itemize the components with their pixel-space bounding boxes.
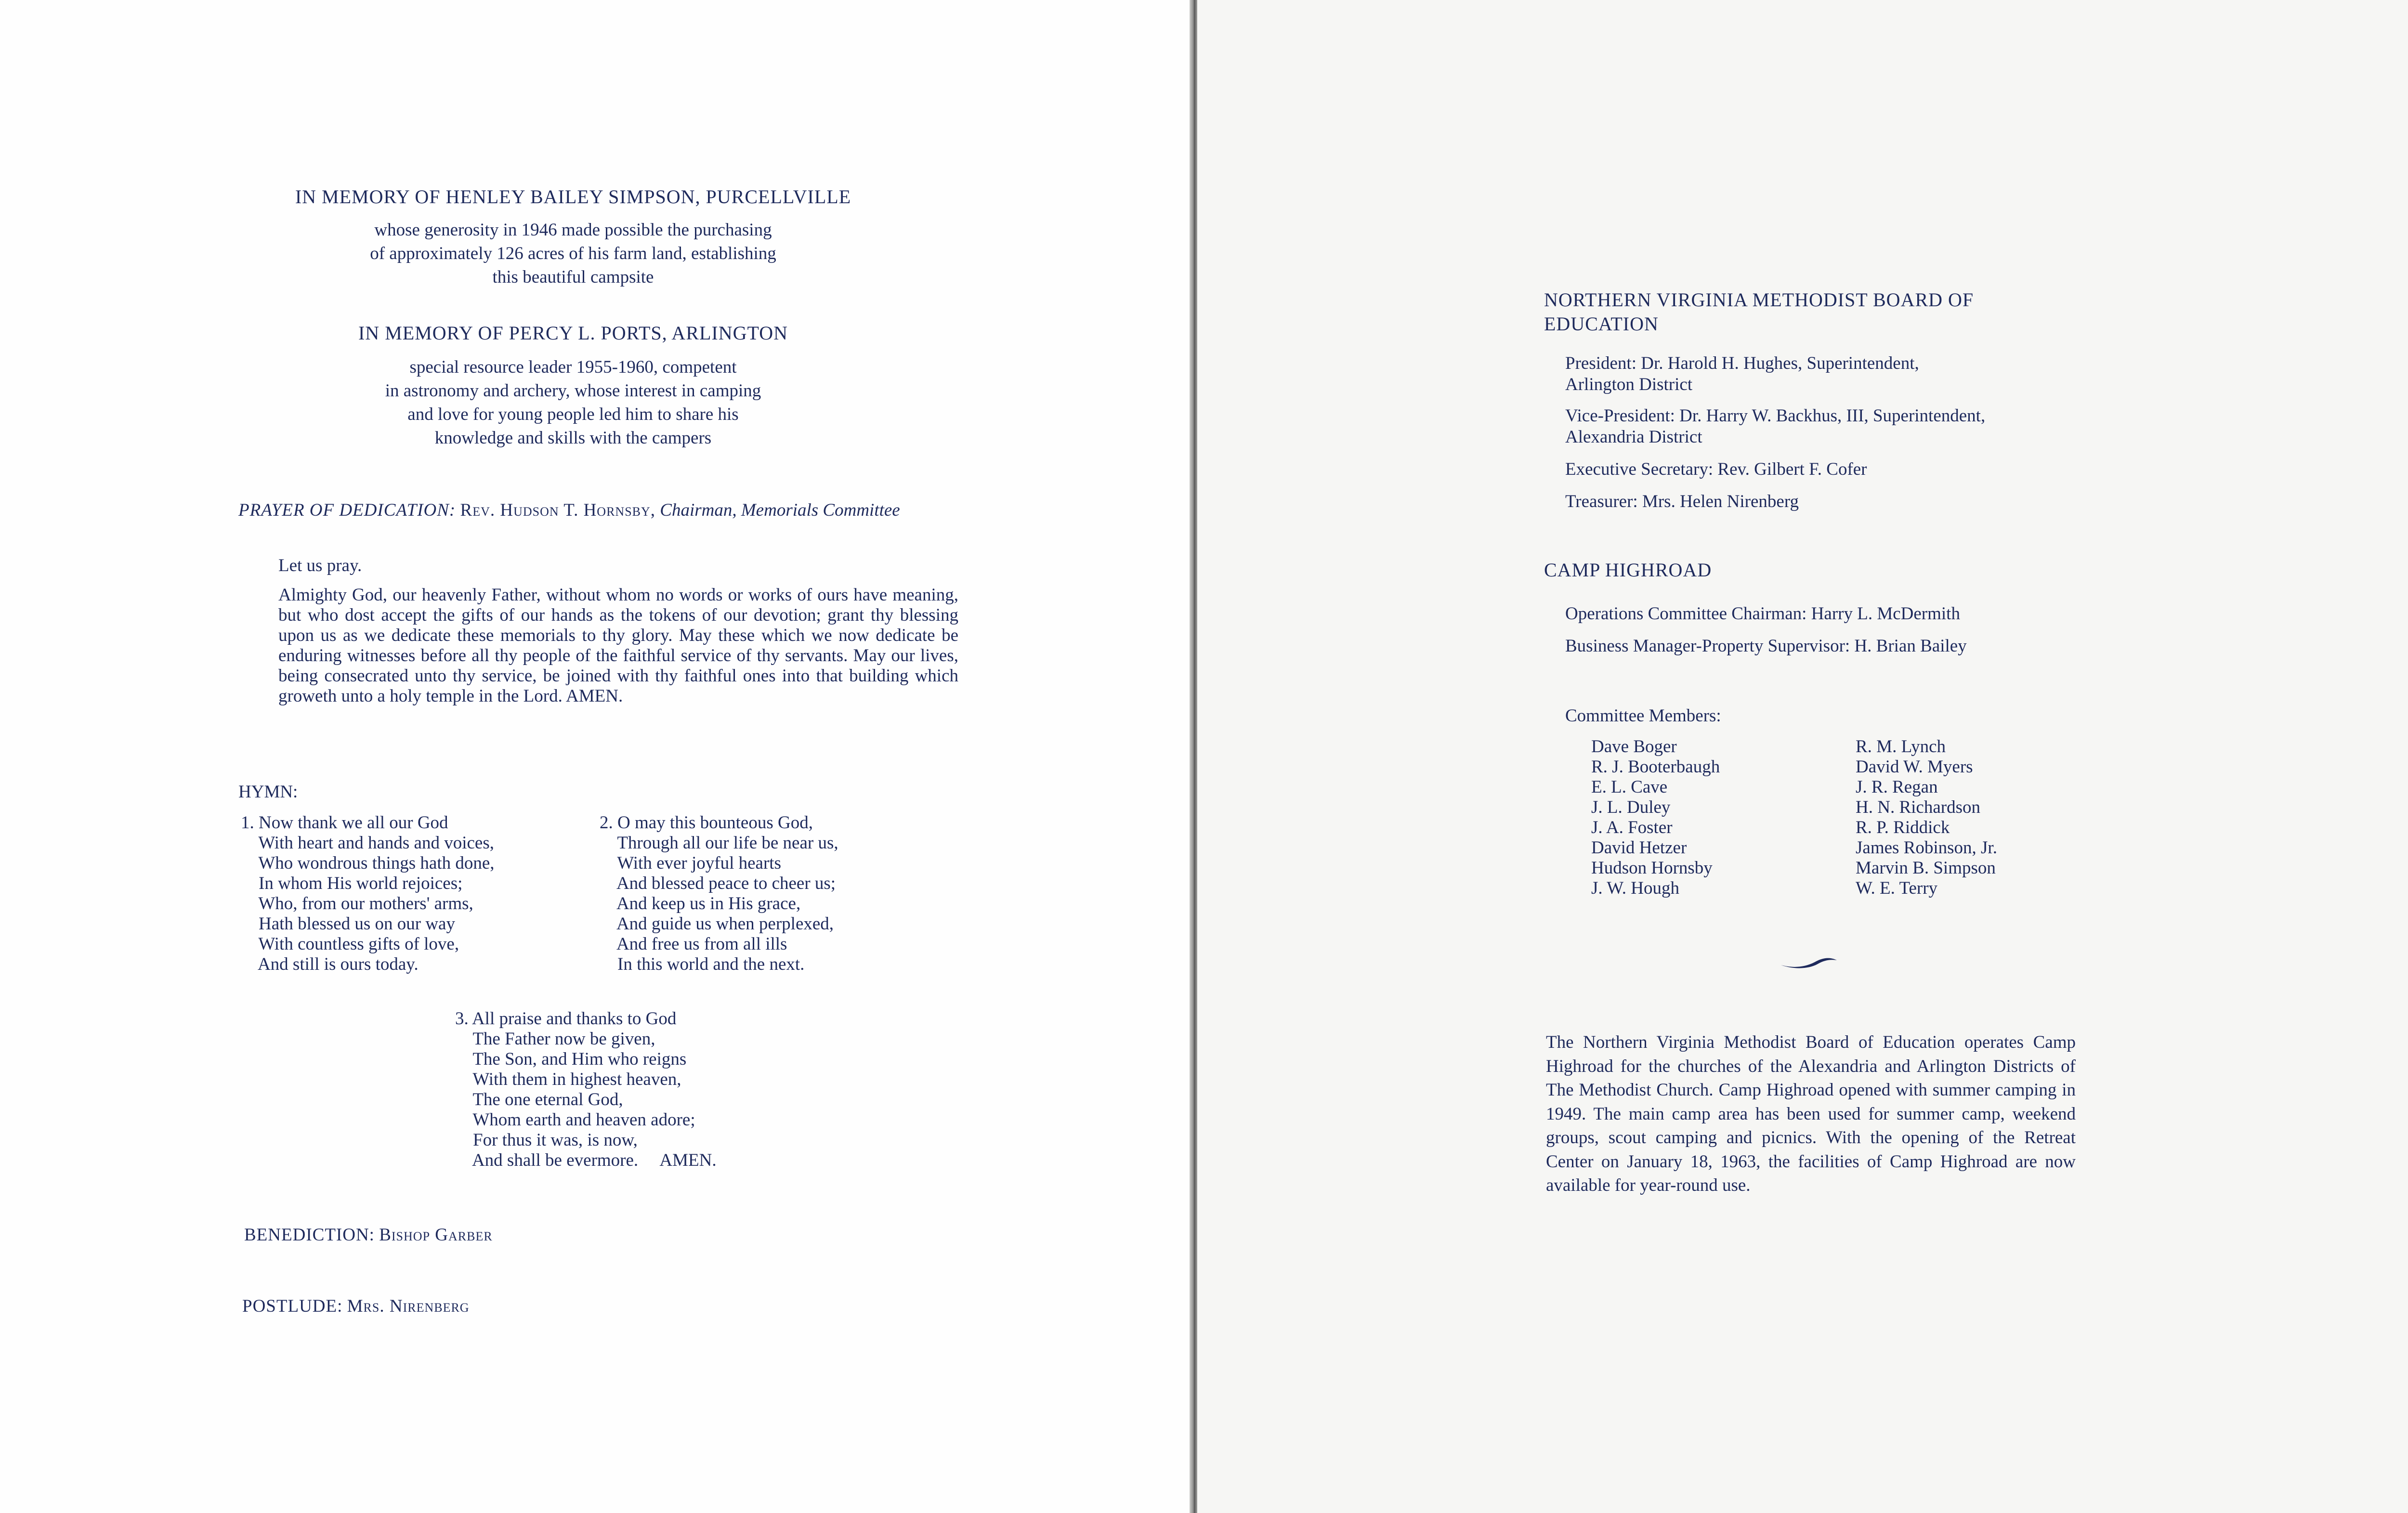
left-page bbox=[0, 0, 1193, 1513]
memorial-heading-simpson: IN MEMORY OF HENLEY BAILEY SIMPSON, PURCELLVILLE bbox=[295, 186, 851, 208]
memorial-heading-ports: IN MEMORY OF PERCY L. PORTS, ARLINGTON bbox=[358, 322, 788, 344]
list-item: R. J. Booterbaugh bbox=[1591, 757, 1720, 777]
hymn-label: HYMN: bbox=[238, 782, 298, 802]
postlude-name: Mrs. Nirenberg bbox=[347, 1296, 470, 1316]
memorial-text-simpson: whose generosity in 1946 made possible the purchasing of approximately 126 acres of his farm land, establishing this beautiful campsite bbox=[370, 220, 776, 287]
prayer-leader-role: Chairman, Memorials Committee bbox=[660, 500, 900, 520]
benediction-name: Bishop Garber bbox=[379, 1225, 493, 1245]
list-item: W. E. Terry bbox=[1856, 878, 1938, 898]
ornament-flourish-icon bbox=[1777, 953, 1840, 973]
board-treasurer: Treasurer: Mrs. Helen Nirenberg bbox=[1565, 492, 1799, 511]
committee-members-column-2 bbox=[1856, 737, 2106, 899]
memorial-text-ports: special resource leader 1955-1960, competent in astronomy and archery, whose interest in camping and love for young people led him to share his knowledge and skills with the campers bbox=[385, 357, 761, 448]
list-item: David W. Myers bbox=[1856, 757, 1973, 777]
hymn-verse-1: 1. Now thank we all our God With heart and hands and voices, Who wondrous things hath done, In whom His world rejoices; Who, from our mothers' arms, Hath blessed us on our way With countless gifts of love, And still is ours today. bbox=[241, 813, 495, 974]
committee-members-column-1 bbox=[1591, 737, 1842, 899]
list-item: Hudson Hornsby bbox=[1591, 858, 1713, 878]
list-item: R. P. Riddick bbox=[1856, 818, 1950, 837]
postlude bbox=[242, 1294, 820, 1318]
hymn-verse-3: 3. All praise and thanks to God The Father now be given, The Son, and Him who reigns With them in highest heaven, The one eternal God, Whom earth and heaven adore; For thus it was, is now, And shall be evermore. AMEN. bbox=[455, 1009, 717, 1170]
list-item: Dave Boger bbox=[1591, 737, 1677, 756]
camp-description: The Northern Virginia Methodist Board of Education operates Camp Highroad for the churches of the Alexandria and Arlington Districts of The Methodist Church. Camp Highroad opened with summer camping in 1949. The main camp area has been used for summer camp, weekend groups, scout camping and picnics. With the opening of the Retreat Center on January 18, 1963, the facilities of Camp Highroad are now available for year-round use. bbox=[1546, 1032, 2076, 1195]
postlude-label: POSTLUDE: bbox=[242, 1296, 343, 1316]
prayer-label: PRAYER OF DEDICATION: bbox=[238, 500, 456, 520]
operations-committee-chairman: Operations Committee Chairman: Harry L. McDermith bbox=[1565, 604, 1960, 624]
prayer-text: Almighty God, our heavenly Father, without whom no words or works of ours have meaning, but who dost accept the gifts of our hands as the tokens of our devotion; grant thy blessing upon us as we dedicate these memorials to thy glory. May these which we now dedicate be enduring witnesses before all thy people of the faithful service of thy servants. May our lives, being consecrated unto thy service, be joined with thy faithful ones into that building which groweth unto a holy temple in the Lord. AMEN. bbox=[278, 585, 958, 706]
committee-members-label: Committee Members: bbox=[1565, 706, 1721, 726]
list-item: David Hetzer bbox=[1591, 838, 1687, 858]
board-heading: NORTHERN VIRGINIA METHODIST BOARD OF EDUCATION bbox=[1544, 289, 1974, 335]
list-item: R. M. Lynch bbox=[1856, 737, 1946, 756]
list-item: H. N. Richardson bbox=[1856, 797, 1980, 817]
prayer-intro: Let us pray. bbox=[278, 556, 362, 575]
list-item: J. R. Regan bbox=[1856, 777, 1938, 797]
list-item: J. A. Foster bbox=[1591, 818, 1673, 837]
benediction-label: BENEDICTION: bbox=[244, 1225, 375, 1245]
list-item: J. W. Hough bbox=[1591, 878, 1679, 898]
list-item: Marvin B. Simpson bbox=[1856, 858, 1996, 878]
board-president: President: Dr. Harold H. Hughes, Superintendent, Arlington District bbox=[1565, 353, 1919, 394]
hymn-verse-2: 2. O may this bounteous God, Through all our life be near us, With ever joyful hearts And blessed peace to cheer us; And keep us in His grace, And guide us when perplexed, And free us from all ills In this world and the next. bbox=[600, 813, 838, 974]
camp-heading: CAMP HIGHROAD bbox=[1544, 559, 1712, 581]
benediction bbox=[244, 1223, 822, 1247]
board-executive-secretary: Executive Secretary: Rev. Gilbert F. Cofer bbox=[1565, 459, 1867, 479]
prayer-of-dedication-heading bbox=[238, 498, 961, 522]
board-vice-president: Vice-President: Dr. Harry W. Backhus, III, Superintendent, Alexandria District bbox=[1565, 406, 1986, 447]
right-page bbox=[1197, 0, 2408, 1513]
prayer-leader: Rev. Hudson T. Hornsby, bbox=[460, 500, 656, 520]
list-item: James Robinson, Jr. bbox=[1856, 838, 1997, 858]
business-manager: Business Manager-Property Supervisor: H. Brian Bailey bbox=[1565, 636, 1967, 656]
list-item: J. L. Duley bbox=[1591, 797, 1671, 817]
list-item: E. L. Cave bbox=[1591, 777, 1668, 797]
